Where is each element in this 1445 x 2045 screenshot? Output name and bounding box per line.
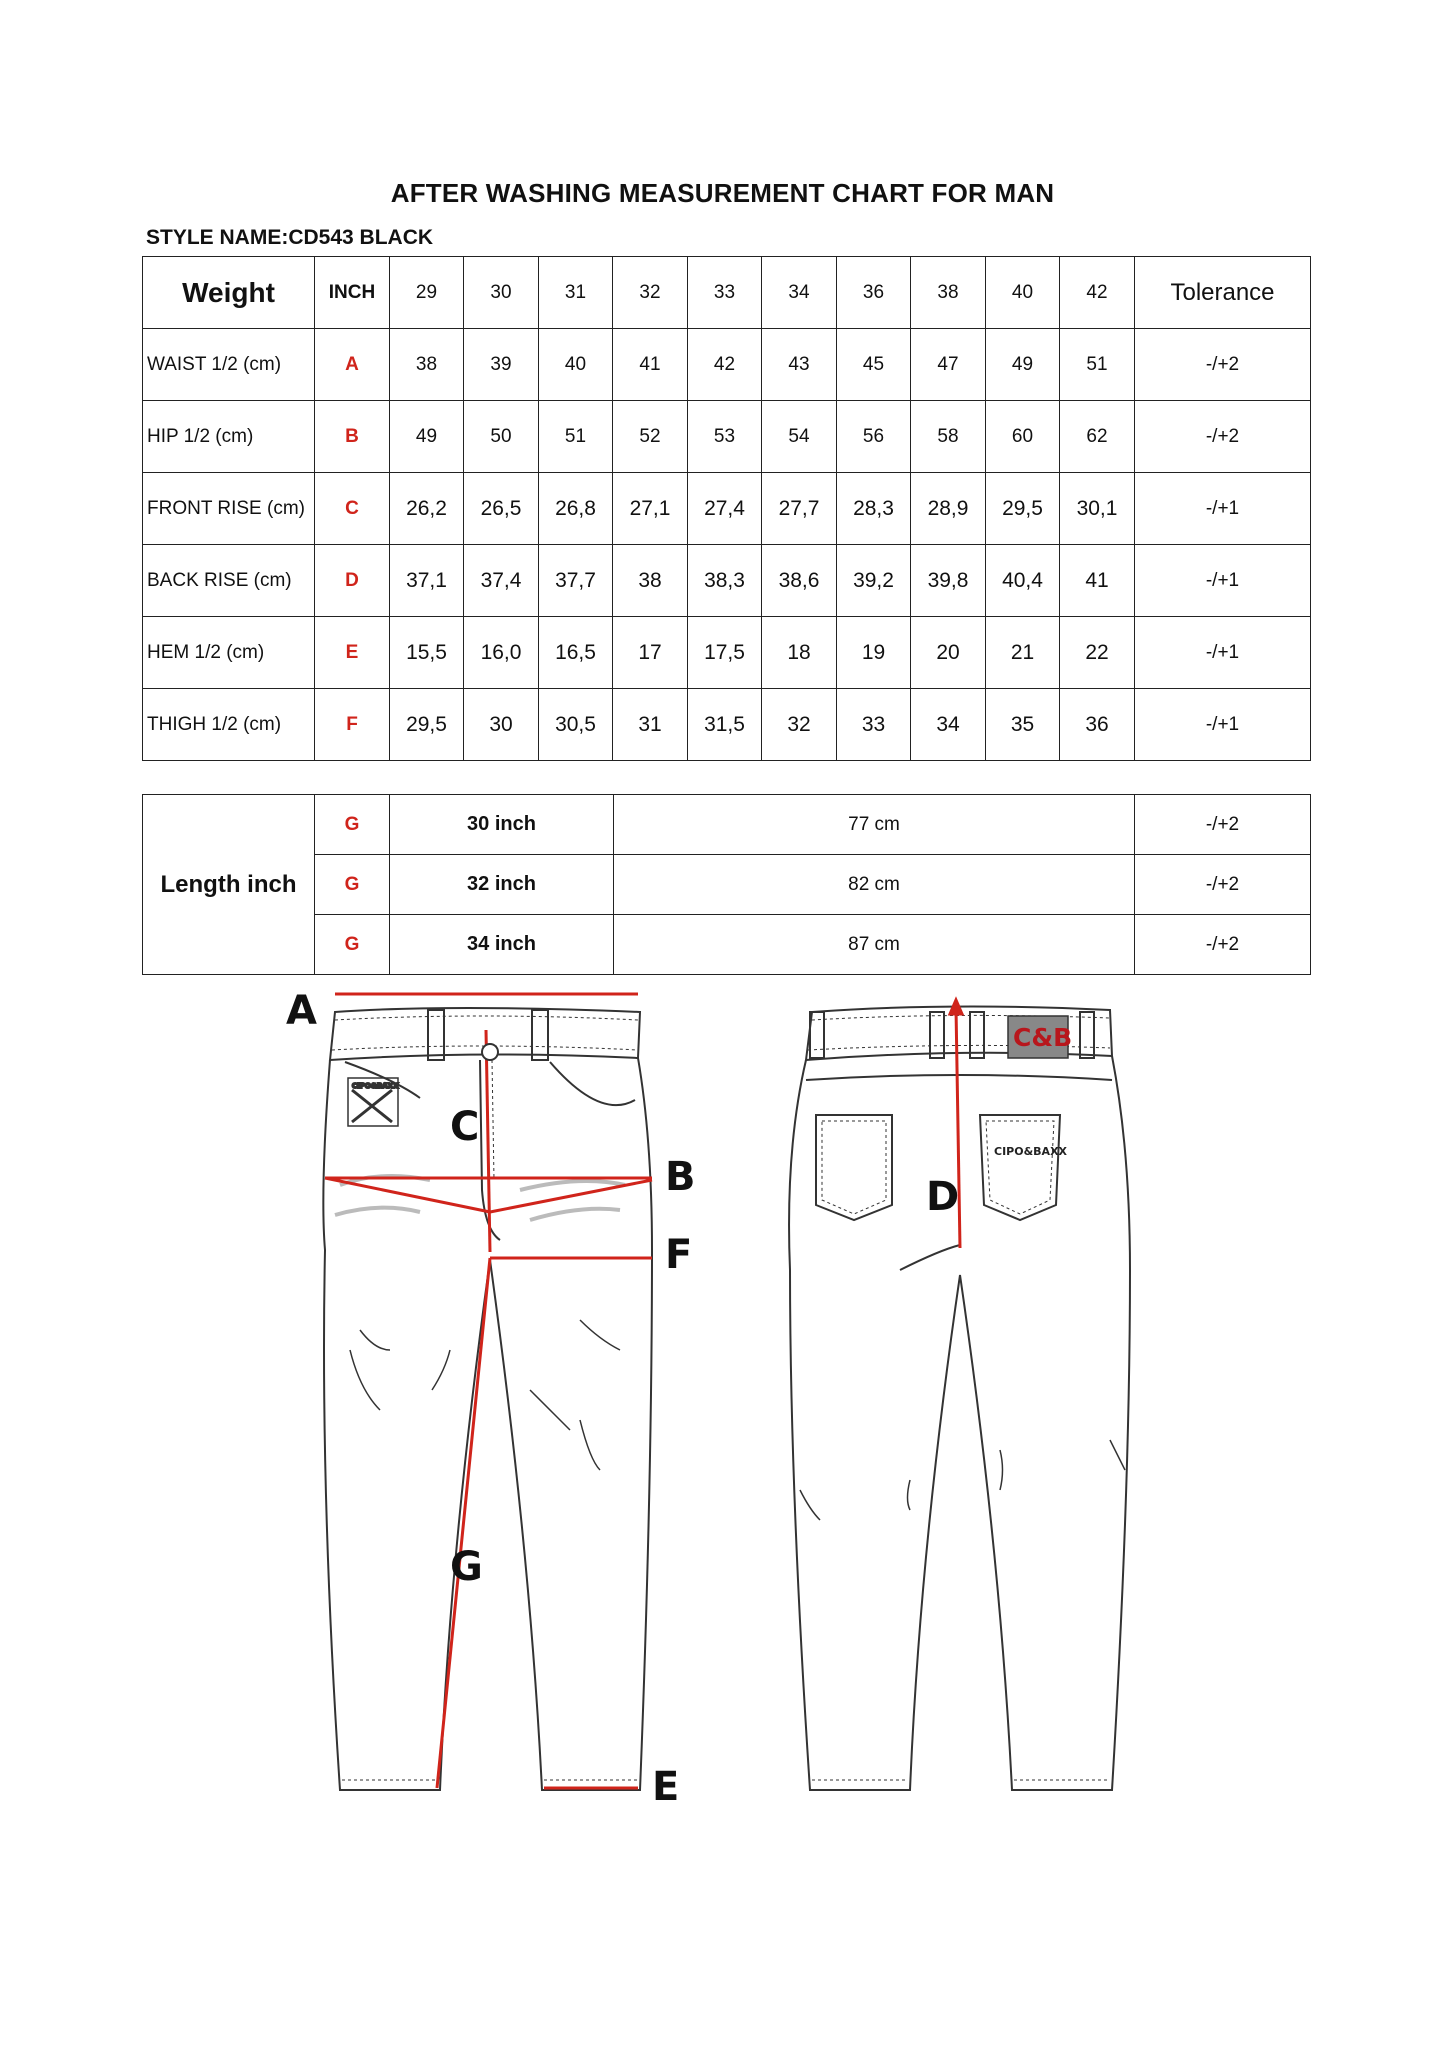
measure-value: 29,5 <box>390 689 464 761</box>
measure-value: 42 <box>688 329 762 401</box>
measure-value: 16,0 <box>464 617 539 689</box>
measure-value: 26,5 <box>464 473 539 545</box>
inch-header: INCH <box>315 257 390 329</box>
length-inch: 32 inch <box>390 855 614 915</box>
table-row <box>143 689 1311 761</box>
table-row <box>143 329 1311 401</box>
measure-value: 51 <box>1060 329 1135 401</box>
label-a: A <box>286 990 317 1034</box>
size-header: 31 <box>539 257 613 329</box>
measure-value: 29,5 <box>986 473 1060 545</box>
measure-value: 28,3 <box>837 473 911 545</box>
measure-value: 26,2 <box>390 473 464 545</box>
measure-value: 41 <box>613 329 688 401</box>
pocket-brand: CIPO&BAXX <box>994 1145 1068 1158</box>
label-f: F <box>665 1232 693 1278</box>
length-label: Length inch <box>143 795 315 975</box>
table-row <box>143 915 1311 975</box>
label-c: C <box>450 1104 480 1150</box>
measure-value: 17,5 <box>688 617 762 689</box>
measure-value: 17 <box>613 617 688 689</box>
measure-value: 18 <box>762 617 837 689</box>
measure-value: 32 <box>762 689 837 761</box>
measure-code: F <box>315 689 390 761</box>
tolerance-cell: -/+2 <box>1135 795 1311 855</box>
measure-value: 38 <box>390 329 464 401</box>
tolerance-cell: -/+2 <box>1135 855 1311 915</box>
measure-value: 43 <box>762 329 837 401</box>
measure-value: 37,1 <box>390 545 464 617</box>
measure-value: 27,4 <box>688 473 762 545</box>
size-header: 36 <box>837 257 911 329</box>
measurement-name: FRONT RISE (cm) <box>143 473 315 545</box>
measure-value: 21 <box>986 617 1060 689</box>
size-header: 30 <box>464 257 539 329</box>
length-table <box>142 794 1311 975</box>
measurement-name: THIGH 1/2 (cm) <box>143 689 315 761</box>
measure-value: 39,2 <box>837 545 911 617</box>
page-title: AFTER WASHING MEASUREMENT CHART FOR MAN <box>390 178 1055 208</box>
tolerance-cell: -/+1 <box>1135 473 1311 545</box>
measure-code: G <box>315 795 390 855</box>
table-row <box>143 401 1311 473</box>
measure-code: G <box>315 855 390 915</box>
size-header: 42 <box>1060 257 1135 329</box>
measure-value: 52 <box>613 401 688 473</box>
table-row <box>143 795 1311 855</box>
measure-value: 19 <box>837 617 911 689</box>
measure-value: 56 <box>837 401 911 473</box>
tolerance-cell: -/+2 <box>1135 329 1311 401</box>
measure-value: 41 <box>1060 545 1135 617</box>
label-b: B <box>665 1154 696 1200</box>
measure-value: 50 <box>464 401 539 473</box>
length-inch: 34 inch <box>390 915 614 975</box>
measure-value: 40 <box>539 329 613 401</box>
measure-value: 40,4 <box>986 545 1060 617</box>
measure-value: 51 <box>539 401 613 473</box>
measure-value: 30,1 <box>1060 473 1135 545</box>
tolerance-header: Tolerance <box>1135 257 1311 329</box>
front-badge-brand: CIPO&BAXX <box>352 1082 399 1090</box>
measure-value: 31 <box>613 689 688 761</box>
measure-code: B <box>315 401 390 473</box>
table-row <box>143 473 1311 545</box>
tolerance-cell: -/+1 <box>1135 617 1311 689</box>
measure-value: 27,1 <box>613 473 688 545</box>
tolerance-cell: -/+2 <box>1135 915 1311 975</box>
measure-value: 31,5 <box>688 689 762 761</box>
table-row <box>143 855 1311 915</box>
back-logo-text: C&B <box>1013 1023 1073 1052</box>
measure-code: E <box>315 617 390 689</box>
measure-value: 49 <box>390 401 464 473</box>
measure-value: 36 <box>1060 689 1135 761</box>
length-cm: 82 cm <box>614 855 1135 915</box>
measure-value: 38 <box>613 545 688 617</box>
measure-value: 35 <box>986 689 1060 761</box>
measurement-name: BACK RISE (cm) <box>143 545 315 617</box>
size-header: 32 <box>613 257 688 329</box>
measure-value: 54 <box>762 401 837 473</box>
measure-value: 62 <box>1060 401 1135 473</box>
measure-code: D <box>315 545 390 617</box>
measure-value: 38,3 <box>688 545 762 617</box>
measure-line-g <box>437 1258 490 1788</box>
measure-value: 45 <box>837 329 911 401</box>
tolerance-cell: -/+1 <box>1135 689 1311 761</box>
measure-value: 30 <box>464 689 539 761</box>
weight-header: Weight <box>143 257 315 329</box>
measure-value: 27,7 <box>762 473 837 545</box>
length-inch: 30 inch <box>390 795 614 855</box>
front-view-drawing <box>280 990 700 1810</box>
label-e: E <box>652 1764 680 1810</box>
measure-value: 34 <box>911 689 986 761</box>
length-cm: 87 cm <box>614 915 1135 975</box>
measure-value: 39 <box>464 329 539 401</box>
style-name: STYLE NAME:CD543 BLACK <box>146 226 434 249</box>
tolerance-cell: -/+2 <box>1135 401 1311 473</box>
measure-value: 53 <box>688 401 762 473</box>
table-header-row <box>143 257 1311 329</box>
size-header: 29 <box>390 257 464 329</box>
measure-value: 38,6 <box>762 545 837 617</box>
table-row <box>143 545 1311 617</box>
measure-value: 28,9 <box>911 473 986 545</box>
back-view-drawing <box>780 990 1140 1810</box>
measure-value: 16,5 <box>539 617 613 689</box>
measure-value: 15,5 <box>390 617 464 689</box>
table-row <box>143 617 1311 689</box>
measure-value: 26,8 <box>539 473 613 545</box>
measure-code: A <box>315 329 390 401</box>
measurement-name: HIP 1/2 (cm) <box>143 401 315 473</box>
size-header: 38 <box>911 257 986 329</box>
measure-value: 58 <box>911 401 986 473</box>
measure-value: 37,4 <box>464 545 539 617</box>
measure-value: 33 <box>837 689 911 761</box>
measure-value: 39,8 <box>911 545 986 617</box>
measurement-name: HEM 1/2 (cm) <box>143 617 315 689</box>
size-header: 40 <box>986 257 1060 329</box>
size-header: 33 <box>688 257 762 329</box>
measurement-table <box>142 256 1311 761</box>
length-cm: 77 cm <box>614 795 1135 855</box>
size-header: 34 <box>762 257 837 329</box>
measure-value: 22 <box>1060 617 1135 689</box>
measure-value: 47 <box>911 329 986 401</box>
tolerance-cell: -/+1 <box>1135 545 1311 617</box>
measure-code: C <box>315 473 390 545</box>
measure-code: G <box>315 915 390 975</box>
measurement-name: WAIST 1/2 (cm) <box>143 329 315 401</box>
label-d: D <box>926 1174 960 1220</box>
measure-value: 20 <box>911 617 986 689</box>
measure-value: 49 <box>986 329 1060 401</box>
measure-value: 37,7 <box>539 545 613 617</box>
measure-value: 60 <box>986 401 1060 473</box>
measure-value: 30,5 <box>539 689 613 761</box>
label-g: G <box>450 1544 483 1590</box>
